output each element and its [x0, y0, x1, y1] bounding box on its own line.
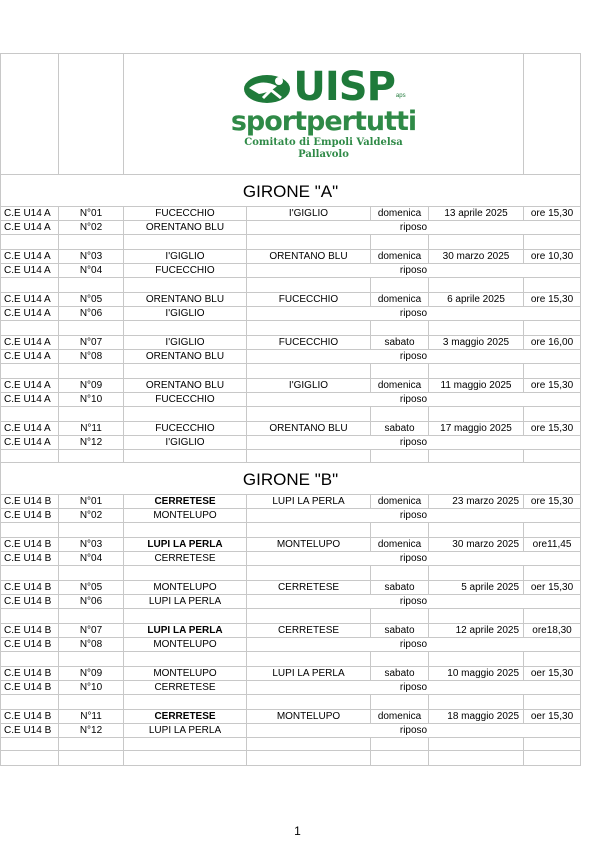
home-team-cell: FUCECCHIO	[124, 393, 247, 407]
away-team-cell: MONTELUPO	[247, 710, 371, 724]
time-cell: oer 15,30	[524, 581, 581, 595]
home-team-cell: ORENTANO BLU	[124, 379, 247, 393]
rest-cell: riposo	[247, 264, 581, 278]
category-cell: C.E U14 B	[1, 538, 59, 552]
match-number-cell: N°02	[59, 221, 124, 235]
rest-cell: riposo	[247, 509, 581, 523]
match-number-cell: N°10	[59, 393, 124, 407]
category-cell: C.E U14 B	[1, 638, 59, 652]
match-row	[1, 336, 581, 350]
away-team-cell: I'GIGLIO	[247, 207, 371, 221]
logo-row	[1, 54, 581, 175]
match-number-cell: N°05	[59, 581, 124, 595]
category-cell: C.E U14 B	[1, 724, 59, 738]
match-number-cell: N°09	[59, 379, 124, 393]
home-team-cell: I'GIGLIO	[124, 307, 247, 321]
category-cell: C.E U14 A	[1, 350, 59, 364]
home-team-cell: MONTELUPO	[124, 638, 247, 652]
blank-row	[1, 235, 581, 250]
category-cell: C.E U14 A	[1, 379, 59, 393]
rest-cell: riposo	[247, 221, 581, 235]
day-cell: domenica	[371, 538, 429, 552]
match-row	[1, 495, 581, 509]
uisp-logo	[124, 54, 523, 174]
match-row	[1, 624, 581, 638]
category-cell: C.E U14 B	[1, 495, 59, 509]
match-row	[1, 221, 581, 235]
category-cell: C.E U14 B	[1, 681, 59, 695]
date-cell: 13 aprile 2025	[429, 207, 524, 221]
home-team-cell: FUCECCHIO	[124, 422, 247, 436]
date-cell: 11 maggio 2025	[429, 379, 524, 393]
blank-row	[1, 695, 581, 710]
blank-row	[1, 278, 581, 293]
day-cell: domenica	[371, 293, 429, 307]
match-number-cell: N°12	[59, 436, 124, 450]
home-team-cell: I'GIGLIO	[124, 336, 247, 350]
match-row	[1, 264, 581, 278]
logo-cell	[124, 54, 524, 175]
home-team-cell: ORENTANO BLU	[124, 293, 247, 307]
away-team-cell: CERRETESE	[247, 581, 371, 595]
category-cell: C.E U14 A	[1, 307, 59, 321]
category-cell: C.E U14 A	[1, 422, 59, 436]
home-team-cell: ORENTANO BLU	[124, 350, 247, 364]
match-row	[1, 250, 581, 264]
schedule-table	[0, 53, 581, 766]
match-row	[1, 724, 581, 738]
match-row	[1, 293, 581, 307]
blank-row	[1, 738, 581, 751]
home-team-cell: MONTELUPO	[124, 667, 247, 681]
match-number-cell: N°11	[59, 422, 124, 436]
category-cell: C.E U14 A	[1, 293, 59, 307]
blank-row	[1, 450, 581, 463]
category-cell: C.E U14 A	[1, 436, 59, 450]
date-cell: 10 maggio 2025	[429, 667, 524, 681]
match-row	[1, 350, 581, 364]
match-number-cell: N°08	[59, 350, 124, 364]
day-cell: domenica	[371, 495, 429, 509]
rest-cell: riposo	[247, 638, 581, 652]
day-cell: domenica	[371, 710, 429, 724]
home-team-cell: MONTELUPO	[124, 509, 247, 523]
time-cell: ore 10,30	[524, 250, 581, 264]
away-team-cell: FUCECCHIO	[247, 293, 371, 307]
category-cell: C.E U14 B	[1, 710, 59, 724]
match-number-cell: N°09	[59, 667, 124, 681]
rest-cell: riposo	[247, 681, 581, 695]
match-row	[1, 638, 581, 652]
blank-row	[1, 751, 581, 766]
home-team-cell: CERRETESE	[124, 495, 247, 509]
match-row	[1, 379, 581, 393]
brand-suffix: aps	[395, 93, 406, 99]
date-cell: 30 marzo 2025	[429, 538, 524, 552]
date-cell: 17 maggio 2025	[429, 422, 524, 436]
match-number-cell: N°06	[59, 307, 124, 321]
match-row	[1, 681, 581, 695]
group-title-row	[1, 175, 581, 207]
match-number-cell: N°10	[59, 681, 124, 695]
home-team-cell: ORENTANO BLU	[124, 221, 247, 235]
day-cell: sabato	[371, 422, 429, 436]
match-number-cell: N°08	[59, 638, 124, 652]
blank-row	[1, 609, 581, 624]
match-number-cell: N°02	[59, 509, 124, 523]
blank-row	[1, 364, 581, 379]
match-row	[1, 207, 581, 221]
category-cell: C.E U14 A	[1, 393, 59, 407]
match-number-cell: N°03	[59, 538, 124, 552]
category-cell: C.E U14 B	[1, 552, 59, 566]
match-row	[1, 307, 581, 321]
page-number: 1	[294, 824, 301, 838]
category-cell: C.E U14 A	[1, 207, 59, 221]
date-cell: 6 aprile 2025	[429, 293, 524, 307]
rest-cell: riposo	[247, 393, 581, 407]
time-cell: ore 15,30	[524, 422, 581, 436]
time-cell: ore 16,00	[524, 336, 581, 350]
match-number-cell: N°05	[59, 293, 124, 307]
match-row	[1, 509, 581, 523]
match-number-cell: N°06	[59, 595, 124, 609]
match-row	[1, 552, 581, 566]
away-team-cell: MONTELUPO	[247, 538, 371, 552]
home-team-cell: LUPI LA PERLA	[124, 624, 247, 638]
away-team-cell: I'GIGLIO	[247, 379, 371, 393]
category-cell: C.E U14 B	[1, 581, 59, 595]
match-number-cell: N°12	[59, 724, 124, 738]
match-row	[1, 538, 581, 552]
match-row	[1, 436, 581, 450]
time-cell: ore 15,30	[524, 495, 581, 509]
away-team-cell: CERRETESE	[247, 624, 371, 638]
home-team-cell: LUPI LA PERLA	[124, 538, 247, 552]
away-team-cell: LUPI LA PERLA	[247, 667, 371, 681]
home-team-cell: CERRETESE	[124, 710, 247, 724]
date-cell: 12 aprile 2025	[429, 624, 524, 638]
match-row	[1, 667, 581, 681]
home-team-cell: LUPI LA PERLA	[124, 724, 247, 738]
match-row	[1, 581, 581, 595]
day-cell: sabato	[371, 581, 429, 595]
day-cell: sabato	[371, 624, 429, 638]
time-cell: oer 15,30	[524, 710, 581, 724]
match-row	[1, 422, 581, 436]
match-number-cell: N°03	[59, 250, 124, 264]
home-team-cell: I'GIGLIO	[124, 250, 247, 264]
date-cell: 5 aprile 2025	[429, 581, 524, 595]
rest-cell: riposo	[247, 724, 581, 738]
match-row	[1, 595, 581, 609]
away-team-cell: ORENTANO BLU	[247, 422, 371, 436]
blank-row	[1, 523, 581, 538]
day-cell: domenica	[371, 207, 429, 221]
day-cell: sabato	[371, 667, 429, 681]
tagline: sportpertutti	[230, 106, 417, 137]
blank-row	[1, 407, 581, 422]
category-cell: C.E U14 B	[1, 509, 59, 523]
category-cell: C.E U14 A	[1, 264, 59, 278]
time-cell: ore18,30	[524, 624, 581, 638]
day-cell: domenica	[371, 250, 429, 264]
blank-row	[1, 566, 581, 581]
match-number-cell: N°01	[59, 207, 124, 221]
day-cell: domenica	[371, 379, 429, 393]
match-number-cell: N°04	[59, 552, 124, 566]
category-cell: C.E U14 A	[1, 336, 59, 350]
category-cell: C.E U14 B	[1, 667, 59, 681]
date-cell: 30 marzo 2025	[429, 250, 524, 264]
time-cell: ore11,45	[524, 538, 581, 552]
category-cell: C.E U14 B	[1, 624, 59, 638]
rest-cell: riposo	[247, 307, 581, 321]
rest-cell: riposo	[247, 552, 581, 566]
home-team-cell: I'GIGLIO	[124, 436, 247, 450]
group-title: GIRONE "B"	[1, 463, 581, 495]
time-cell: oer 15,30	[524, 667, 581, 681]
time-cell: ore 15,30	[524, 207, 581, 221]
away-team-cell: ORENTANO BLU	[247, 250, 371, 264]
match-number-cell: N°04	[59, 264, 124, 278]
away-team-cell: FUCECCHIO	[247, 336, 371, 350]
match-number-cell: N°07	[59, 336, 124, 350]
match-row	[1, 393, 581, 407]
match-number-cell: N°07	[59, 624, 124, 638]
match-row	[1, 710, 581, 724]
brand-name: UISP	[293, 64, 395, 110]
category-cell: C.E U14 A	[1, 250, 59, 264]
runner-icon	[241, 68, 293, 106]
home-team-cell: MONTELUPO	[124, 581, 247, 595]
home-team-cell: FUCECCHIO	[124, 264, 247, 278]
rest-cell: riposo	[247, 595, 581, 609]
home-team-cell: CERRETESE	[124, 552, 247, 566]
match-number-cell: N°11	[59, 710, 124, 724]
group-title-row	[1, 463, 581, 495]
date-cell: 18 maggio 2025	[429, 710, 524, 724]
blank-row	[1, 652, 581, 667]
category-cell: C.E U14 A	[1, 221, 59, 235]
time-cell: ore 15,30	[524, 293, 581, 307]
away-team-cell: LUPI LA PERLA	[247, 495, 371, 509]
blank-row	[1, 321, 581, 336]
day-cell: sabato	[371, 336, 429, 350]
rest-cell: riposo	[247, 350, 581, 364]
match-number-cell: N°01	[59, 495, 124, 509]
date-cell: 3 maggio 2025	[429, 336, 524, 350]
category-cell: C.E U14 B	[1, 595, 59, 609]
committee-name: Comitato di Empoli Valdelsa	[244, 137, 403, 148]
home-team-cell: LUPI LA PERLA	[124, 595, 247, 609]
date-cell: 23 marzo 2025	[429, 495, 524, 509]
sport-name: Pallavolo	[298, 149, 349, 160]
home-team-cell: CERRETESE	[124, 681, 247, 695]
time-cell: ore 15,30	[524, 379, 581, 393]
group-title: GIRONE "A"	[1, 175, 581, 207]
rest-cell: riposo	[247, 436, 581, 450]
home-team-cell: FUCECCHIO	[124, 207, 247, 221]
